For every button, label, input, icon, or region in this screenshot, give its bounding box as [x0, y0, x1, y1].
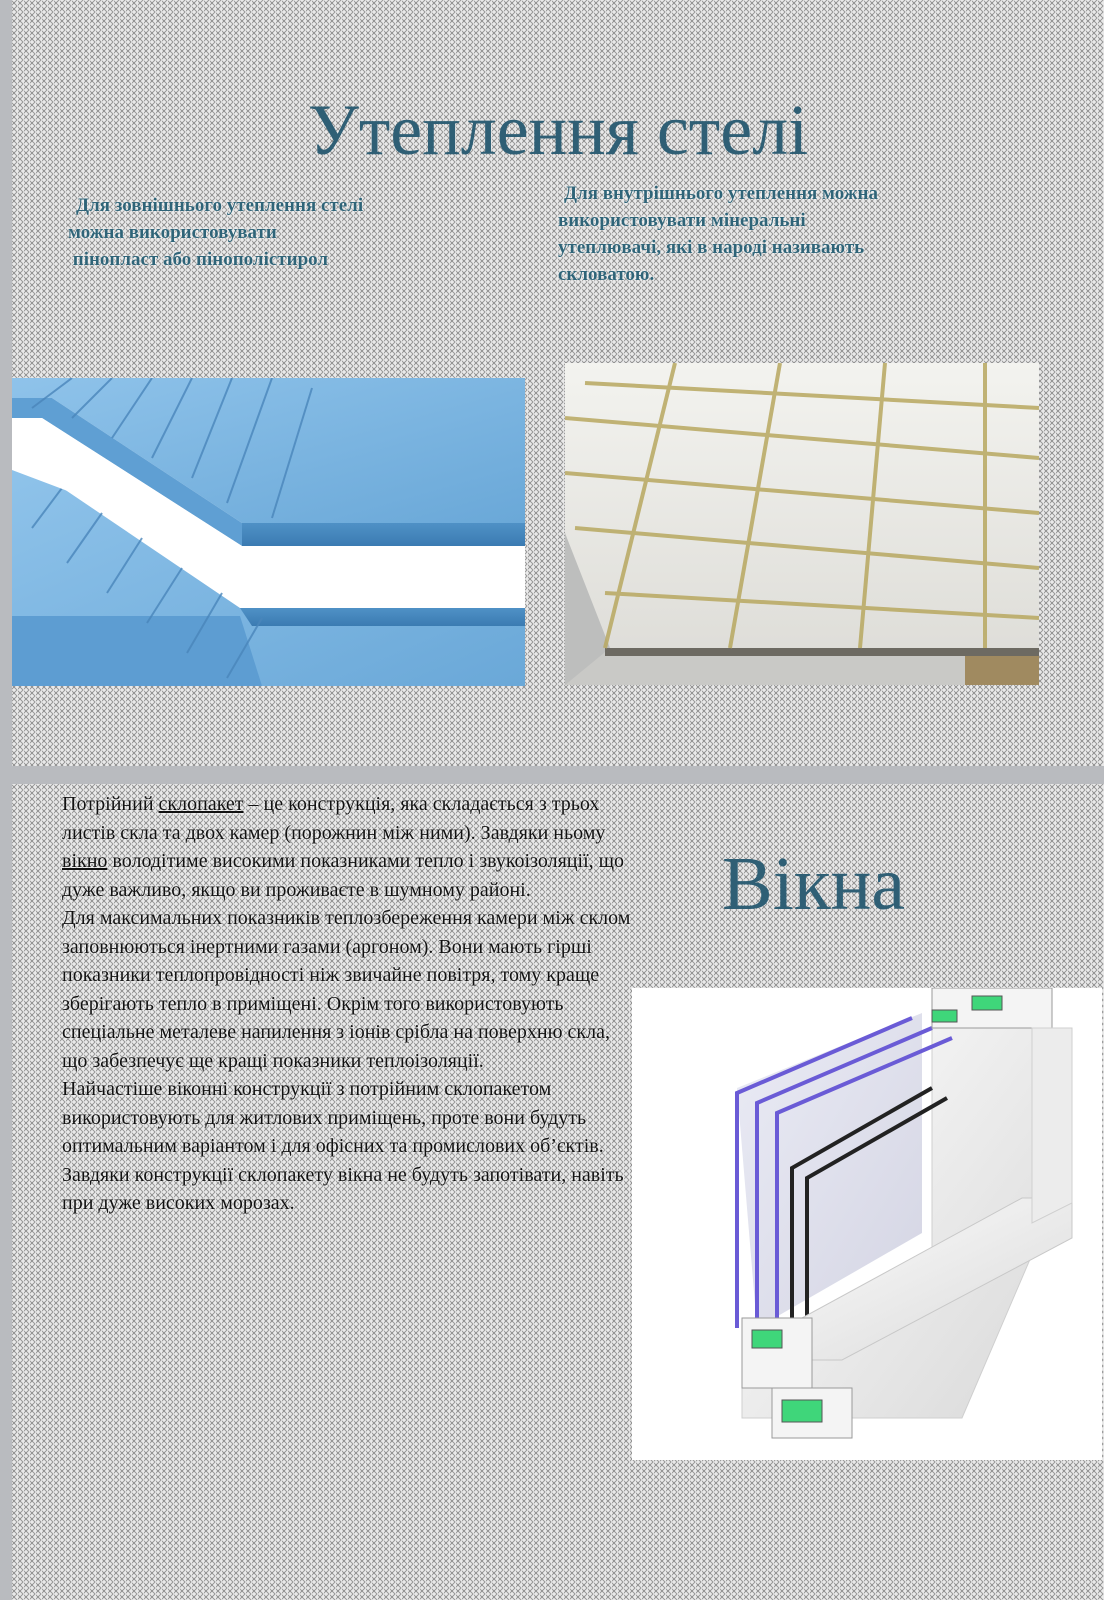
windows-body-text: [62, 790, 632, 1218]
paragraph-triple-glazing: [62, 790, 632, 904]
window-link[interactable]: вікно: [62, 850, 108, 872]
text-fragment: – це конструкція, яка складається з трьох листів скла та двох камер (порожнин між ними). Завдяки ньому: [62, 793, 606, 844]
slide-windows: [12, 784, 1104, 1600]
ceiling-insulation-image: [565, 363, 1039, 685]
heading-line: використовувати мінеральні: [558, 210, 806, 231]
heading-line: пінопласт або пінополістирол: [68, 249, 329, 270]
slide-ceiling-insulation: [12, 0, 1104, 766]
paragraph-argon-gas: Для максимальних показників теплозбереження камери між склом заповнюються інертними газами (аргоном). Вони мають гірші показники теплопровідності ніж звичайне повітря, тому краще зберігають тепло в приміщені. Окрім того використовують спеціальне металеве напилення з іонів срібла на поверхню скла, що забезпечує ще кращі показники теплоізоляції.: [62, 907, 631, 1072]
slide-title: Вікна: [722, 842, 906, 926]
interior-insulation-heading: [558, 180, 1058, 288]
ceiling-illustration: [565, 363, 1039, 685]
heading-line: можна використовувати: [68, 222, 277, 243]
heading-line: Для зовнішнього утеплення стелі: [76, 195, 364, 216]
text-fragment: володітиме високими показниками тепло і звукоізоляції, що дуже важливо, якщо ви проживаєте в шумному районі.: [62, 850, 625, 901]
text-fragment: Потрійний: [62, 793, 159, 815]
glazing-unit-link[interactable]: склопакет: [158, 793, 244, 815]
heading-line: утеплювачі, які в народі називають: [558, 237, 865, 258]
foam-boards-image: [12, 378, 525, 686]
paragraph-usage: Найчастіше віконні конструкції з потрійним склопакетом використовують для житлових приміщень, проте вони будуть оптимальним варіантом і для офісних та промислових об’єктів. Завдяки конструкції склопакету вікна не будуть запотівати, навіть при дуже високих морозах.: [62, 1078, 624, 1214]
exterior-insulation-heading: [68, 192, 558, 273]
slide-title: Утеплення стелі: [307, 90, 809, 170]
heading-line: Для внутрішнього утеплення можна: [564, 183, 878, 204]
heading-line: скловатою.: [558, 264, 655, 285]
window-profile-image: [632, 988, 1102, 1460]
foam-boards-illustration: [12, 378, 525, 686]
window-profile-illustration: [632, 988, 1102, 1460]
